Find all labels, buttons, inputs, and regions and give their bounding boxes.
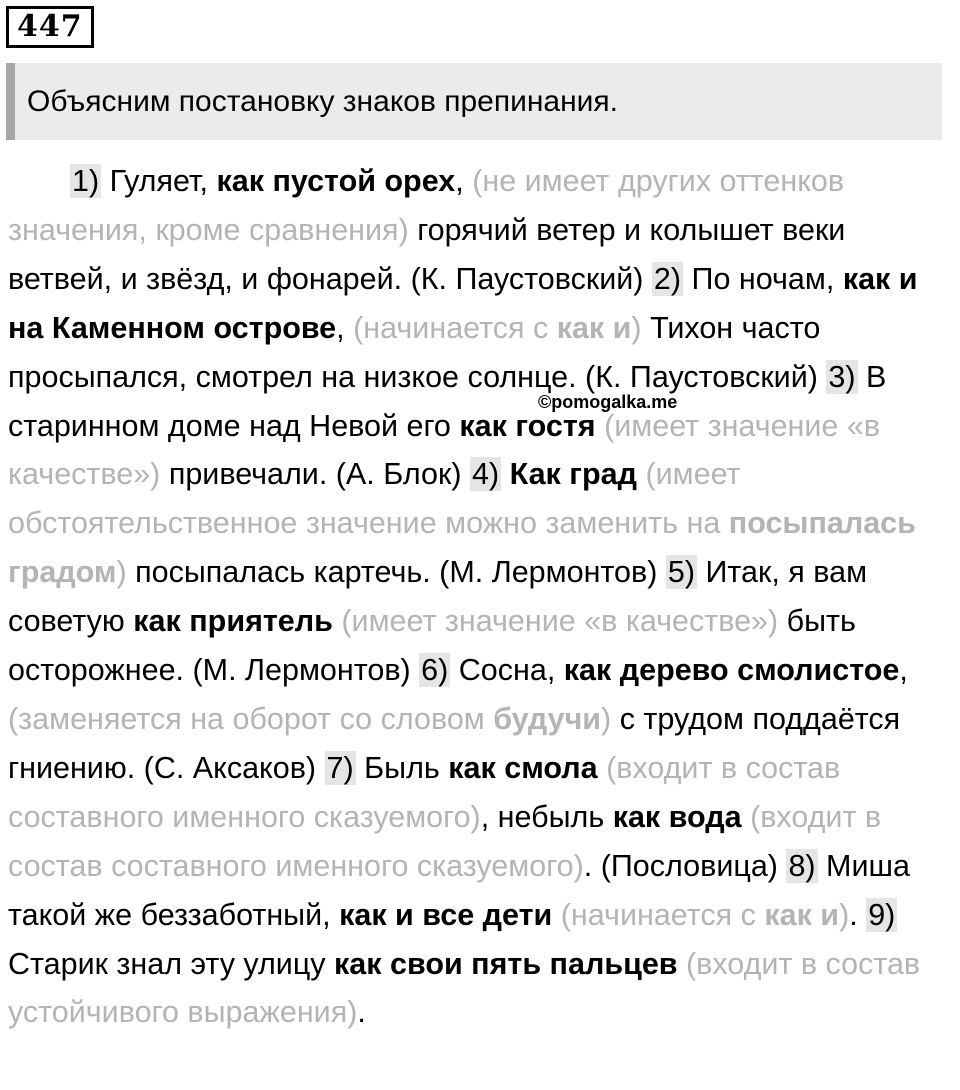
comparison-phrase: как пустой орех <box>216 164 456 198</box>
sentence-number: 5) <box>667 555 695 590</box>
sentence-text: , <box>899 653 908 688</box>
sentence-text: . <box>357 995 366 1030</box>
sentence-number: 9) <box>868 897 896 932</box>
sentence-text: Быль <box>364 750 440 785</box>
explanation-keyword: посыпалась градом <box>8 506 916 590</box>
sentence-text: , небыль <box>480 799 605 834</box>
explanation-keyword: как и <box>764 897 840 932</box>
comparison-phrase: как и все дети <box>339 897 553 932</box>
sentence-text: Сосна, <box>458 653 556 688</box>
explanation: ) <box>839 897 850 932</box>
sentence-text: Итак, я вам советую <box>8 555 868 639</box>
sentence-text: с трудом поддаётся гниению. (С. Аксаков) <box>8 701 901 785</box>
exercise-number: 447 <box>6 6 94 48</box>
sentence-number: 2) <box>653 261 682 296</box>
sentence-text: . <box>849 897 858 932</box>
task-banner <box>6 63 942 140</box>
explanation: ) <box>116 555 127 590</box>
watermark: ©pomogalka.me <box>538 392 678 412</box>
sentence-number: 1) <box>72 164 100 198</box>
sentence-text: , <box>336 310 345 345</box>
explanation-keyword: как и <box>556 310 632 345</box>
sentence-text: Тихон часто просыпался, смотрел на низкое солнце. (К. Паустовский) <box>8 310 821 394</box>
task-text: Объясним постановку знаков препинания. <box>27 85 619 118</box>
explanation: (имеет значение «в качестве») <box>8 408 881 492</box>
explanation: (входит в состав составного именного сказуемого) <box>8 799 882 883</box>
sentence-number: 7) <box>326 750 354 785</box>
explanation: (входит в состав составного именного сказуемого) <box>8 750 841 834</box>
explanation: ) <box>601 701 612 736</box>
comparison-phrase: как приятель <box>133 604 333 639</box>
explanation: (входит в состав устойчивого выражения) <box>8 946 921 1030</box>
explanation: (имеет обстоятельственное значение можно заменить на <box>8 457 741 541</box>
sentence-text: привечали. (А. Блок) <box>168 457 462 492</box>
sentence-text: быть осторожнее. (М. Лермонтов) <box>8 604 856 688</box>
sentence-text: . (Пословица) <box>583 848 778 883</box>
explanation: (заменяется на оборот со словом <box>8 701 485 736</box>
sentence-text: , <box>455 164 464 198</box>
sentence-text: Гуляет, <box>109 164 208 198</box>
sentence-text: горячий ветер и колышет веки ветвей, и звёзд, и фонарей. (К. Паустовский) <box>8 212 846 296</box>
sentence-text: В старинном доме над Невой его <box>8 359 887 443</box>
sentence-text: Старик знал эту улицу <box>8 946 326 981</box>
sentence-number: 4) <box>471 457 500 492</box>
sentence-text: По ночам, <box>691 261 835 296</box>
sentence-number: 3) <box>828 359 856 394</box>
explanation: (имеет значение «в качестве») <box>341 604 779 639</box>
sentence-text: посыпалась картечь. (М. Лермонтов) <box>135 555 658 590</box>
sentence-text: Миша такой же беззаботный, <box>8 848 910 932</box>
explanation: (начинается с <box>560 897 756 932</box>
comparison-phrase: как гостя <box>459 408 596 443</box>
explanation: (начинается с <box>353 310 549 345</box>
sentence-number: 6) <box>421 653 449 688</box>
explanation: (не имеет других оттенков значения, кроме сравнения) <box>8 164 845 247</box>
comparison-phrase: как смола <box>448 750 598 785</box>
comparison-phrase: как дерево смолистое <box>563 653 900 688</box>
sentence-number: 8) <box>788 848 816 883</box>
comparison-phrase: Как град <box>509 457 637 492</box>
explanation-keyword: будучи <box>493 701 602 736</box>
comparison-phrase: как и на Каменном острове <box>8 261 918 345</box>
comparison-phrase: как свои пять пальцев <box>334 946 678 981</box>
comparison-phrase: как вода <box>612 799 742 834</box>
answer-text <box>8 157 948 1037</box>
explanation: ) <box>631 310 642 345</box>
